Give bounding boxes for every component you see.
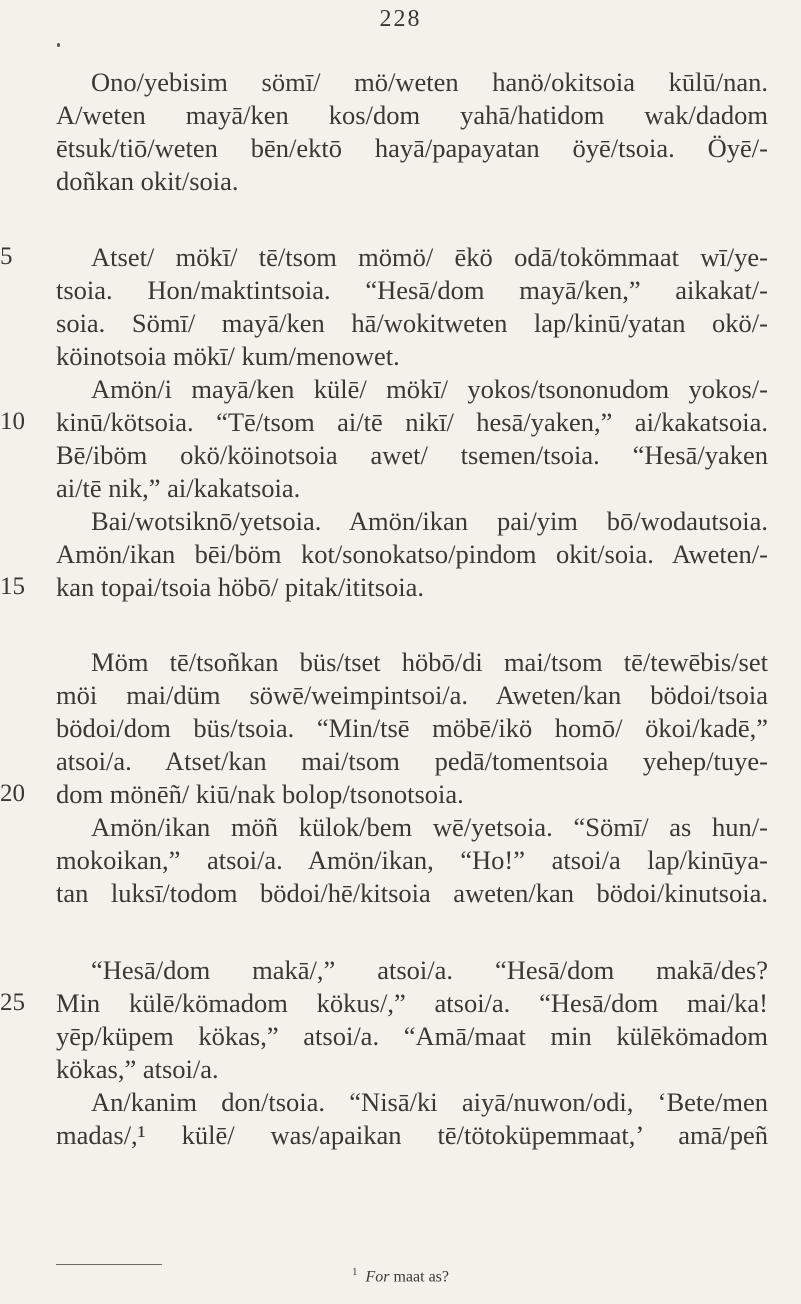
text-line: Min külē/kömadom kökus/,” atsoi/a. “Hesā/dom mai/ka!: [56, 988, 768, 1018]
text-line: doñkan okit/soia.: [56, 166, 239, 196]
text-line: Atset/ mökī/ tē/tsom mömö/ ēkö odā/tokömmaat wī/ye-: [91, 242, 768, 272]
text-line: köinotsoia mökī/ kum/menowet.: [56, 341, 400, 371]
text-line: ētsuk/tiō/weten bēn/ektō hayā/papayatan öyē/tsoia. Öyē/-: [56, 133, 768, 163]
line-number: 5: [0, 243, 13, 270]
text-line: Amön/ikan möñ külok/bem wē/yetsoia. “Sömī/ as hun/-: [91, 812, 768, 842]
text-line: Möm tē/tsoñkan büs/tset höbō/di mai/tsom tē/tewēbis/set: [91, 647, 768, 677]
text-line: kan topai/tsoia höbō/ pitak/ititsoia.: [56, 572, 425, 602]
footnote: [0, 1266, 801, 1286]
line-number: 20: [0, 780, 25, 807]
text-line: dom mönēñ/ kiū/nak bolop/tsonotsoia.: [56, 779, 464, 809]
text-line: bödoi/dom büs/tsoia. “Min/tsē möbē/ikö homō/ ökoi/kadē,”: [56, 713, 768, 743]
text-line: Amön/i mayā/ken külē/ mökī/ yokos/tsononudom yokos/-: [91, 374, 768, 404]
text-line: yēp/küpem kökas,” atsoi/a. “Amā/maat min külēkömadom: [56, 1021, 768, 1051]
text-line: Bai/wotsiknō/yetsoia. Amön/ikan pai/yim bō/wodautsoia.: [91, 506, 768, 536]
text-line: An/kanim don/tsoia. “Nisā/ki aiyā/nuwon/odi, ‘Bete/men: [91, 1087, 768, 1117]
text-line: A/weten mayā/ken kos/dom yahā/hatidom wak/dadom: [56, 100, 768, 130]
footnote-italic-text: For: [365, 1268, 390, 1286]
page-number: 228: [379, 6, 422, 32]
footnote-marker: 1: [351, 1266, 358, 1278]
text-line: Amön/ikan bēi/böm kot/sonokatso/pindom okit/soia. Aweten/-: [56, 539, 768, 569]
text-line: tsoia. Hon/maktintsoia. “Hesā/dom mayā/ken,” aikakat/-: [56, 275, 768, 305]
text-line: Ono/yebisim sömī/ mö/weten hanö/okitsoia kūlū/nan.: [91, 67, 768, 97]
line-number: 10: [0, 408, 25, 435]
text-line: soia. Sömī/ mayā/ken hā/wokitweten lap/kinū/yatan okö/-: [56, 308, 768, 338]
line-number: 25: [0, 989, 25, 1016]
footnote-rule: [56, 1264, 162, 1265]
text-line: ai/tē nik,” ai/kakatsoia.: [56, 473, 301, 503]
text-line: möi mai/düm söwē/weimpintsoi/a. Aweten/kan bödoi/tsoia: [56, 680, 768, 710]
line-number: 15: [0, 573, 25, 600]
text-line: tan luksī/todom bödoi/hē/kitsoia aweten/kan bödoi/kinutsoia.: [56, 878, 768, 908]
text-line: kinū/kötsoia. “Tē/tsom ai/tē nikī/ hesā/yaken,” ai/kakatsoia.: [56, 407, 768, 437]
text-line: atsoi/a. Atset/kan mai/tsom pedā/tomentsoia yehep/tuye-: [56, 746, 768, 776]
text-line: kökas,” atsoi/a.: [56, 1054, 219, 1084]
text-line: Bē/iböm okö/köinotsoia awet/ tsemen/tsoia. “Hesā/yaken: [56, 440, 768, 470]
ink-speck: [57, 43, 60, 47]
text-line: “Hesā/dom makā/,” atsoi/a. “Hesā/dom makā/des?: [91, 955, 768, 985]
text-line: mokoikan,” atsoi/a. Amön/ikan, “Ho!” atsoi/a lap/kinūya-: [56, 845, 768, 875]
text-line: madas/,¹ külē/ was/apaikan tē/tötoküpemmaat,’ amā/peñ: [56, 1120, 768, 1150]
footnote-text: maat as?: [393, 1268, 450, 1286]
